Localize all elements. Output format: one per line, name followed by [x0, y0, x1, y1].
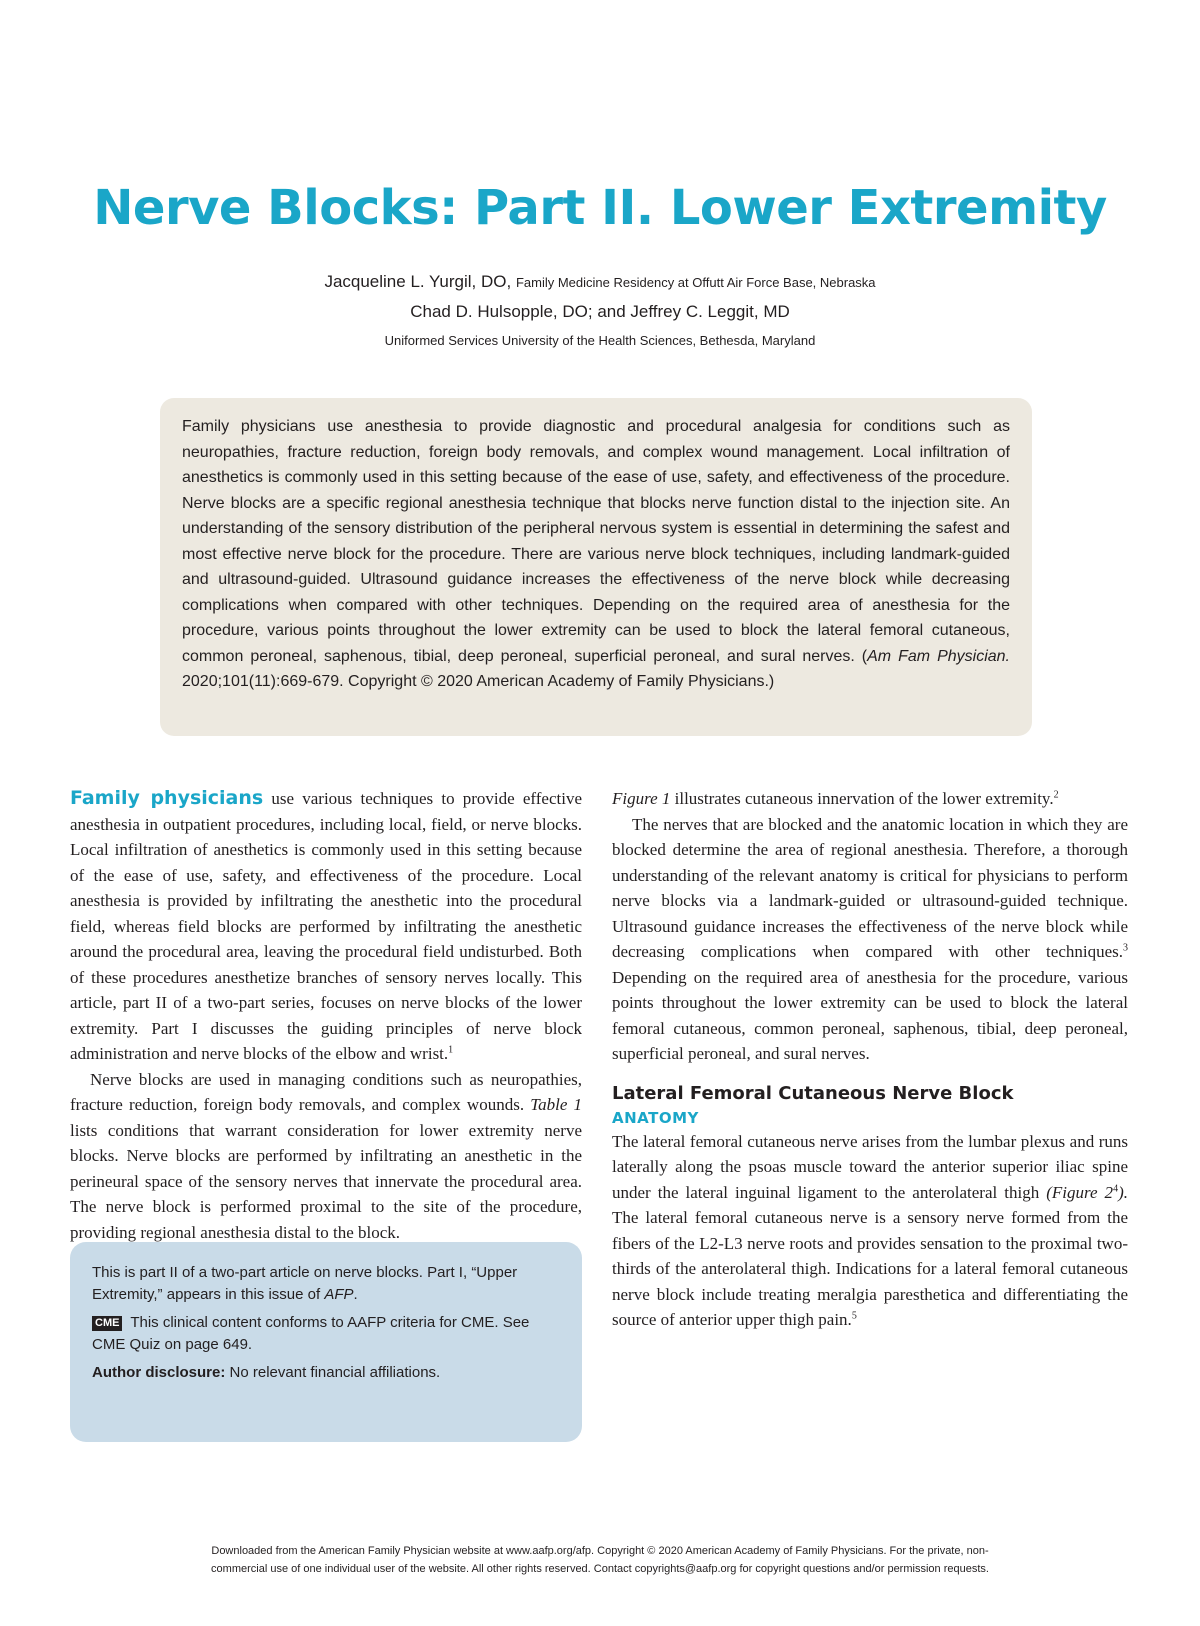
byline-first-author — [0, 272, 1200, 292]
body-paragraph — [612, 1129, 1128, 1333]
disclosure-text: No relevant financial affiliations. — [225, 1364, 441, 1381]
paragraph-text: Nerve blocks are used in managing conditions such as neuropathies, fracture reduction, foreign body removals, and complex wounds. — [70, 1069, 582, 1114]
subsection-heading: ANATOMY — [612, 1108, 699, 1127]
cme-badge-icon: CME — [92, 1316, 122, 1331]
body-paragraph — [612, 812, 1128, 1067]
cme-note-text: This clinical content conforms to AAFP criteria for CME. See CME Quiz on page 649. — [92, 1314, 530, 1353]
body-paragraph — [70, 786, 582, 1067]
byline-coauthors: Chad D. Hulsopple, DO; and Jeffrey C. Leggit, MD — [410, 302, 790, 321]
paragraph-text: use various techniques to provide effective anesthesia in outpatient procedures, including local, field, or nerve blocks. Local infiltration of anesthetics is commonly used in this setting because of the ease of use, safety, and effectiveness of the procedure. Local anesthesia is provided by infiltrating the anesthetic into the procedural field, whereas field blocks are performed by infiltrating the anesthetic around the procedural area, leaving the procedural field undisturbed. Both of these procedures anesthetize branches of sensory nerves locally. This article, part II of a two-part series, focuses on nerve blocks of the lower extremity. Part I discusses the guiding principles of nerve block administration and nerve blocks of the elbow and wrist. — [70, 789, 583, 1063]
author-affiliation: Family Medicine Residency at Offutt Air Force Base, Nebraska — [515, 275, 876, 290]
body-paragraph-continued — [612, 786, 1128, 812]
page-footer — [60, 1542, 1140, 1578]
article-title: Nerve Blocks: Part II. Lower Extremity — [93, 180, 1107, 236]
disclosure-note — [92, 1362, 560, 1384]
series-note — [92, 1262, 560, 1306]
figure-reference-link[interactable]: Figure 1 — [612, 789, 671, 808]
footer-line: Downloaded from the American Family Physician website at www.aafp.org/afp. Copyright © 2020 American Academy of Family Physicians. For the private, non- — [211, 1545, 989, 1557]
paragraph-text: The nerves that are blocked and the anatomic location in which they are blocked determine the area of regional anesthesia. Therefore, a thorough understanding of the relevant anatomy is critical for physicians to perform nerve blocks via a landmark-guided or ultrasound-guided technique. Ultrasound guidance increases the effectiveness of the nerve block while decreasing complications when compared with other techniques. — [612, 814, 1128, 961]
footer-line: commercial use of one individual user of the website. All other rights reserved. Contact copyrights@aafp.org for copyright questions and/or permission requests. — [211, 1563, 989, 1575]
disclosure-label: Author disclosure: — [92, 1364, 226, 1381]
author-name: Jacqueline L. Yurgil, DO, — [324, 272, 512, 291]
series-note-end: . — [353, 1286, 358, 1303]
paragraph-text: Depending on the required area of anesthesia for the procedure, various points throughout the lower extremity can be used to block the lateral femoral cutaneous, common peroneal, saphenous, tibial, deep peroneal, superficial peroneal, and sural nerves. — [612, 967, 1128, 1063]
lead-in: Family physicians — [70, 787, 264, 809]
article-info-box — [70, 1242, 582, 1442]
paragraph-text: lists conditions that warrant consideration for lower extremity nerve blocks. Nerve blocks are performed by infiltrating an anesthetic in the perineural space of the sensory nerves that innervate the procedural area. The nerve block is performed proximal to the site of the procedure, providing regional anesthesia distal to the block. — [70, 1120, 582, 1242]
paragraph-text: The lateral femoral cutaneous nerve arises from the lumbar plexus and runs laterally along the psoas muscle toward the anterior superior iliac spine under the lateral inguinal ligament to the anterolateral thigh — [612, 1131, 1128, 1202]
abstract-citation: 2020;101(11):669-679. Copyright © 2020 American Academy of Family Physicians.) — [182, 673, 775, 690]
paragraph-text: The lateral femoral cutaneous nerve is a sensory nerve formed from the fibers of the L2-L3 nerve roots and provides sensation to the proximal two-thirds of the anterolateral thigh. Indications for a lateral femoral cutaneous nerve block include treating meralgia paresthetica and differentiating the source of anterior upper thigh pain. — [612, 1208, 1128, 1329]
abstract-journal: Am Fam Physician. — [867, 647, 1010, 665]
body-column-left — [70, 786, 582, 1245]
body-column-right — [612, 786, 1128, 1333]
figure-reference-link[interactable]: (Figure 2 — [1046, 1182, 1114, 1202]
table-reference-link[interactable]: Table 1 — [530, 1095, 582, 1114]
reference-marker[interactable]: 4 — [1113, 1182, 1119, 1194]
reference-marker[interactable]: 5 — [851, 1310, 857, 1322]
reference-marker[interactable]: 3 — [1123, 942, 1128, 954]
journal-name: AFP — [324, 1286, 354, 1303]
figure-reference-close: ). — [1118, 1182, 1128, 1202]
reference-marker[interactable]: 1 — [448, 1044, 454, 1056]
abstract-text: Family physicians use anesthesia to provide diagnostic and procedural analgesia for conditions such as neuropathies, fracture reduction, foreign body removals, and complex wound management. Local infiltration of anesthetics is commonly used in this setting because of the ease of use, safety, and effectiveness of the procedure. Nerve blocks are a specific regional anesthesia technique that blocks nerve function distal to the injection site. An understanding of the sensory distribution of the peripheral nervous system is essential in determining the safest and most effective nerve block for the procedure. There are various nerve block techniques, including landmark-guided and ultrasound-guided. Ultrasound guidance increases the effectiveness of the nerve block while decreasing complications when compared with other techniques. Depending on the required area of anesthesia for the procedure, various points throughout the lower extremity can be used to block the lateral femoral cutaneous, common peroneal, saphenous, tibial, deep peroneal, superficial peroneal, and sural nerves. ( — [182, 418, 1010, 665]
series-note-text: This is part II of a two-part article on nerve blocks. Part I, “Upper Extremity,” appears in this issue of — [92, 1264, 518, 1303]
body-paragraph — [70, 1067, 582, 1246]
byline-affiliation: Uniformed Services University of the Health Sciences, Bethesda, Maryland — [384, 333, 816, 348]
reference-marker[interactable]: 2 — [1053, 789, 1059, 801]
abstract-box — [160, 398, 1032, 736]
paragraph-text: illustrates cutaneous innervation of the lower extremity. — [670, 789, 1054, 808]
section-heading: Lateral Femoral Cutaneous Nerve Block — [612, 1082, 1014, 1104]
cme-note — [92, 1312, 560, 1356]
